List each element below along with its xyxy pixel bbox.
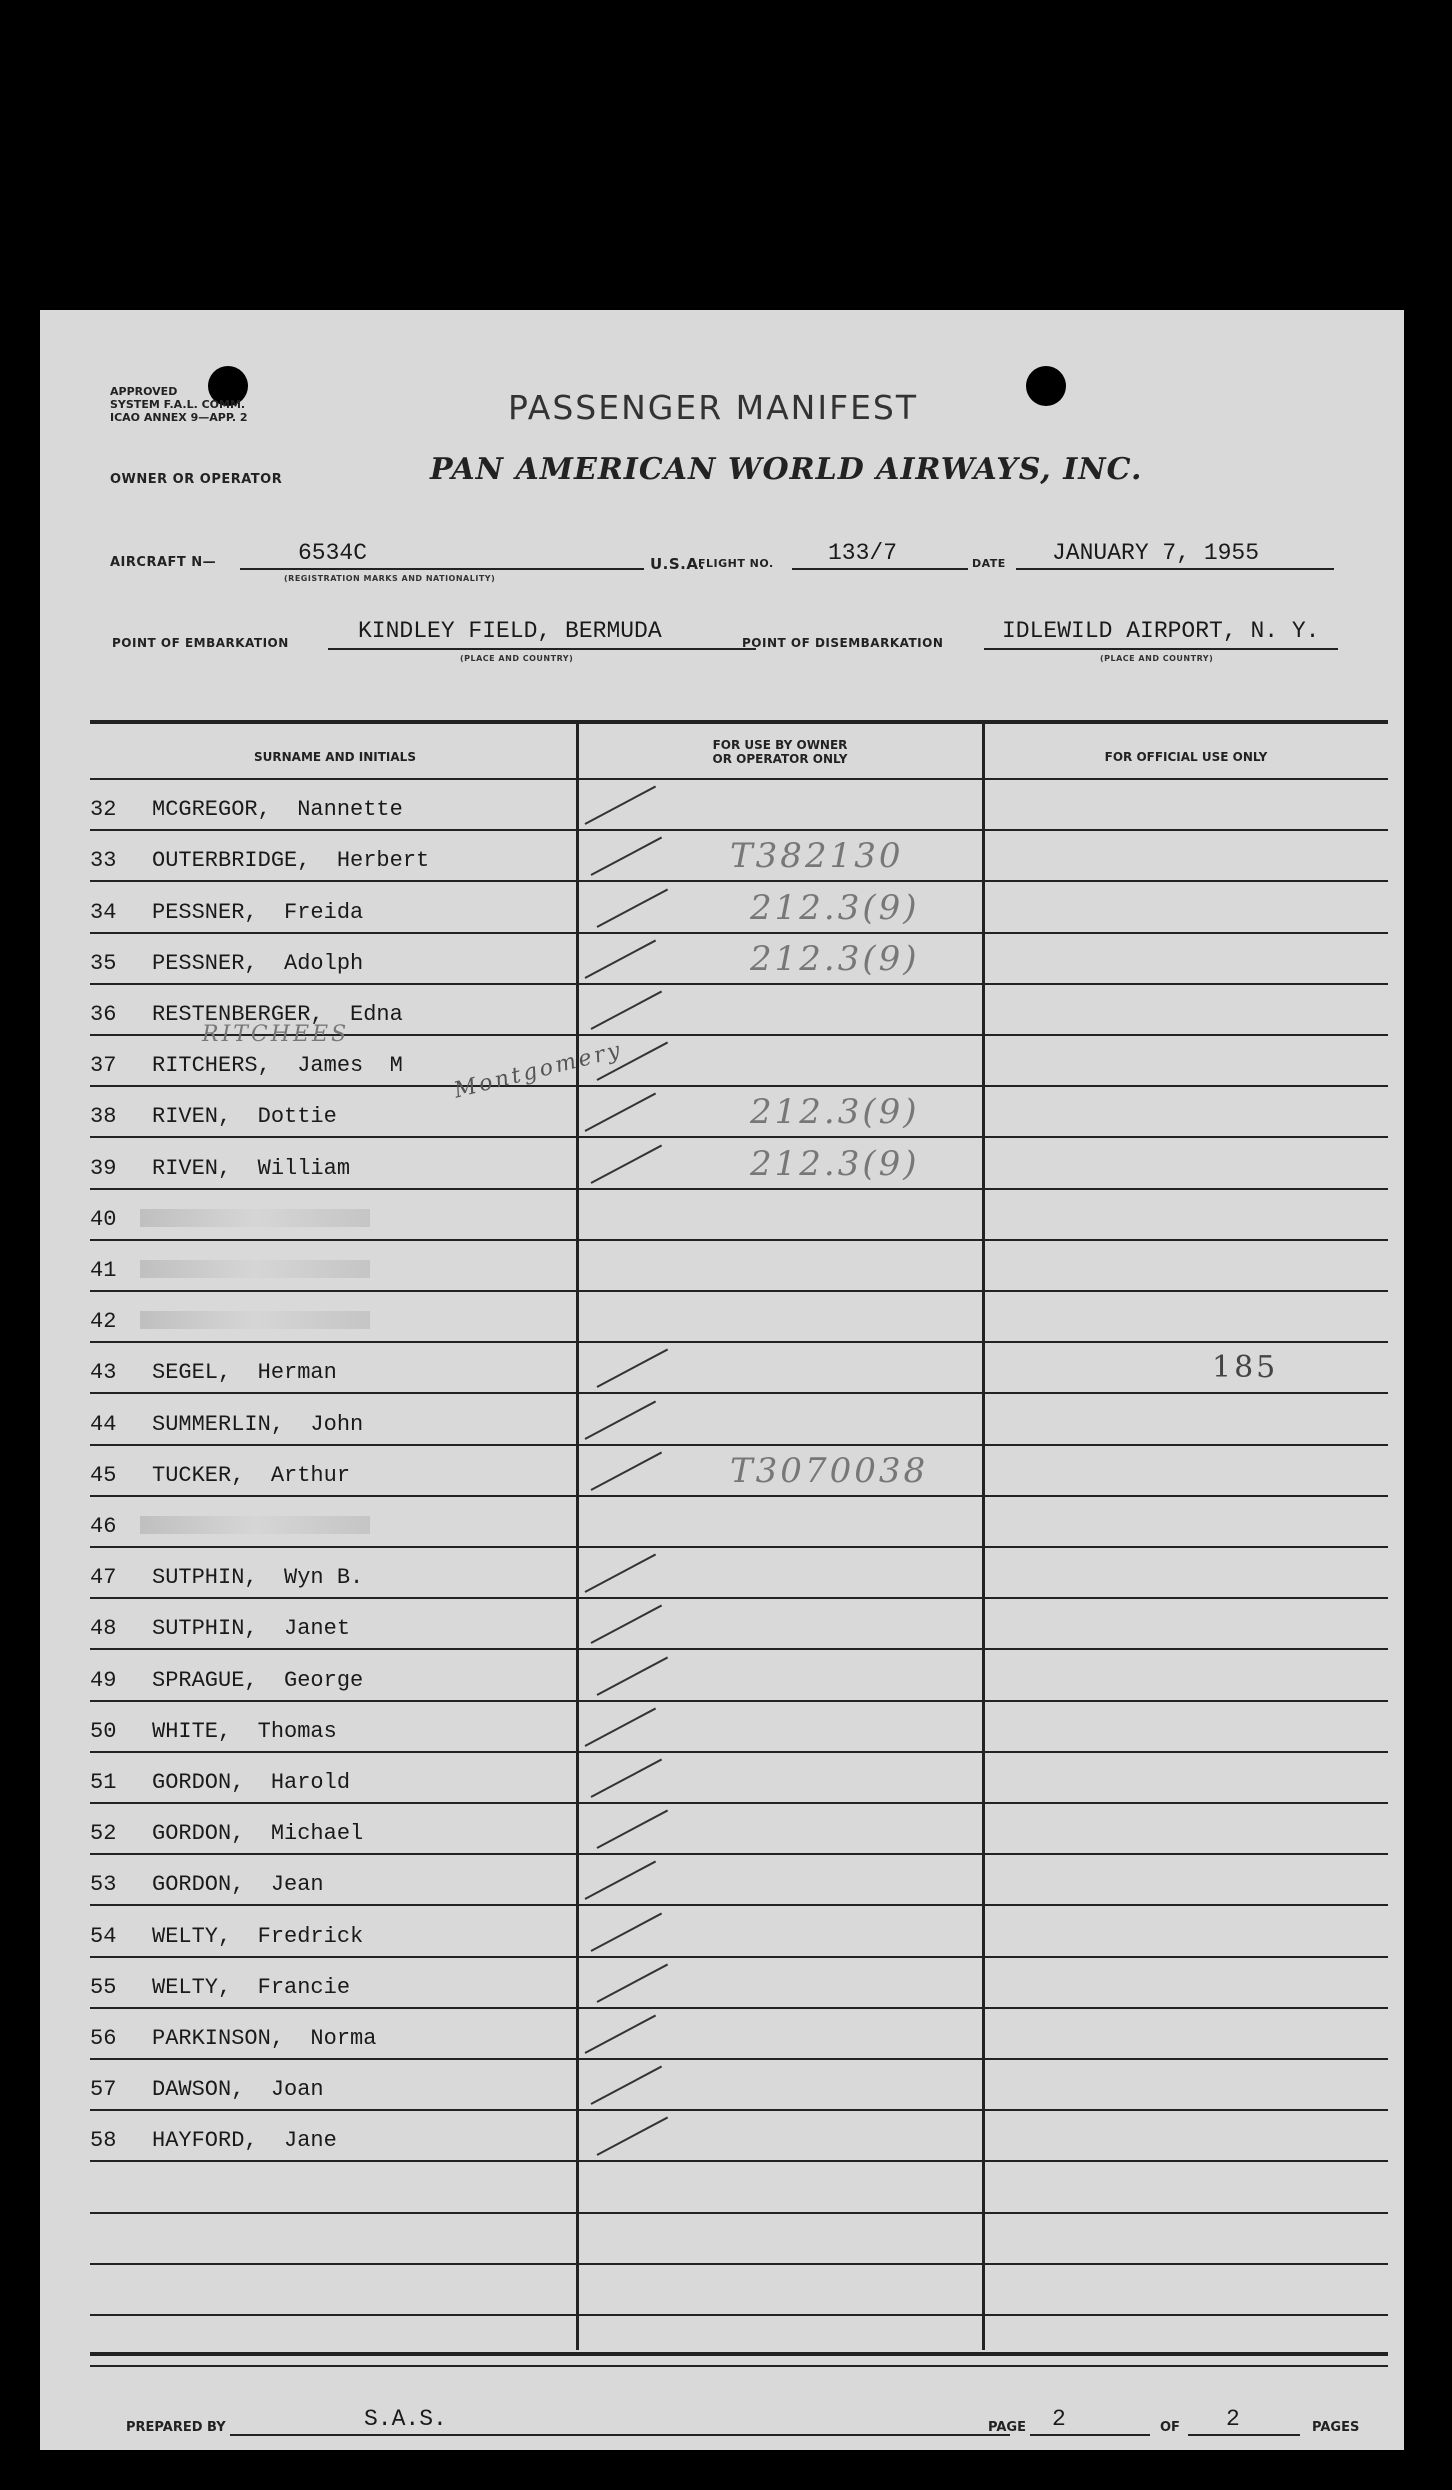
passenger-name: PESSNER, Freida bbox=[152, 899, 364, 925]
row-line bbox=[90, 829, 1388, 831]
row-line bbox=[90, 1085, 1388, 1087]
passenger-name: MCGREGOR, Nannette bbox=[152, 797, 403, 823]
row-line bbox=[90, 2160, 1388, 2162]
prepared-by-label: PREPARED BY bbox=[126, 2420, 226, 2435]
page-label: PAGE bbox=[988, 2420, 1026, 2435]
passenger-name: SEGEL, Herman bbox=[152, 1360, 337, 1386]
row-line bbox=[90, 1597, 1388, 1599]
page-underline bbox=[1030, 2434, 1150, 2436]
flight-label: FLIGHT NO. bbox=[698, 557, 774, 570]
row-line bbox=[90, 1136, 1388, 1138]
passenger-name: GORDON, Michael bbox=[152, 1821, 364, 1847]
row-line bbox=[90, 2058, 1388, 2060]
check-mark bbox=[597, 1349, 669, 1388]
row-number: 37 bbox=[90, 1053, 117, 1079]
owner-use-line-1: FOR USE BY OWNER bbox=[712, 738, 848, 752]
passenger-name: GORDON, Harold bbox=[152, 1770, 351, 1795]
operator-note: T382130 bbox=[730, 836, 904, 877]
check-mark bbox=[585, 1554, 657, 1593]
row-line bbox=[90, 1751, 1388, 1753]
owner-use-line-2: OR OPERATOR ONLY bbox=[712, 752, 848, 766]
check-mark bbox=[591, 1605, 663, 1644]
check-mark bbox=[591, 837, 663, 876]
embarkation-sublabel: (PLACE AND COUNTRY) bbox=[460, 654, 574, 663]
operator-note: 212.3(9) bbox=[750, 1092, 920, 1133]
passenger-name: PESSNER, Adolph bbox=[152, 950, 364, 976]
row-number: 43 bbox=[90, 1360, 117, 1386]
check-mark bbox=[585, 1093, 657, 1132]
row-line bbox=[90, 983, 1388, 985]
empty-row-line bbox=[90, 2263, 1388, 2265]
table-bottom-border bbox=[90, 2352, 1388, 2356]
row-number: 55 bbox=[90, 1974, 117, 2000]
row-line bbox=[90, 1546, 1388, 1548]
check-mark bbox=[597, 1656, 669, 1695]
manifest-sheet bbox=[40, 310, 1404, 2450]
redacted-name bbox=[140, 1260, 370, 1278]
passenger-name: DAWSON, Joan bbox=[152, 2077, 324, 2103]
aircraft-underline bbox=[240, 568, 644, 570]
column-header-surname: SURNAME AND INITIALS bbox=[254, 750, 416, 764]
of-label: OF bbox=[1160, 2420, 1180, 2435]
row-line bbox=[90, 1341, 1388, 1343]
check-mark bbox=[591, 2066, 663, 2105]
row-number: 56 bbox=[90, 2026, 117, 2051]
empty-row-line bbox=[90, 2365, 1388, 2367]
disembarkation-label: POINT OF DISEMBARKATION bbox=[742, 636, 944, 650]
row-number: 34 bbox=[90, 899, 117, 925]
operator-name: PAN AMERICAN WORLD AIRWAYS, INC. bbox=[430, 452, 1143, 487]
row-line bbox=[90, 1904, 1388, 1906]
row-line bbox=[90, 1290, 1388, 1292]
page-title: PASSENGER MANIFEST bbox=[508, 388, 919, 427]
redacted-name bbox=[140, 1311, 370, 1329]
aircraft-label: AIRCRAFT N— bbox=[110, 555, 217, 570]
row-number: 42 bbox=[90, 1309, 117, 1335]
check-mark bbox=[591, 1759, 663, 1798]
column-header-owner-use bbox=[580, 738, 980, 766]
row-number: 47 bbox=[90, 1565, 117, 1591]
operator-note: 212.3(9) bbox=[750, 1143, 920, 1184]
row-number: 49 bbox=[90, 1667, 117, 1693]
prepared-by-underline bbox=[230, 2434, 1010, 2436]
of-value: 2 bbox=[1226, 2406, 1240, 2432]
disembarkation-underline bbox=[984, 648, 1338, 650]
check-mark bbox=[591, 1144, 663, 1183]
row-line bbox=[90, 1392, 1388, 1394]
passenger-name: SUTPHIN, Wyn B. bbox=[152, 1565, 364, 1591]
check-mark bbox=[591, 1912, 663, 1951]
check-mark bbox=[585, 1707, 657, 1746]
passenger-name: RESTENBERGER, Edna bbox=[152, 1002, 403, 1027]
page-value: 2 bbox=[1052, 2406, 1066, 2432]
row-line bbox=[90, 1188, 1388, 1190]
passenger-name: GORDON, Jean bbox=[152, 1872, 324, 1898]
approved-line: SYSTEM F.A.L. COMM. bbox=[110, 398, 246, 411]
owner-label: OWNER OR OPERATOR bbox=[110, 472, 283, 487]
approved-line: ICAO ANNEX 9—APP. 2 bbox=[110, 411, 248, 424]
row-line bbox=[90, 1956, 1388, 1958]
date-underline bbox=[1016, 568, 1334, 570]
check-mark bbox=[597, 2117, 669, 2156]
operator-note: 212.3(9) bbox=[750, 887, 920, 928]
row-line bbox=[90, 2007, 1388, 2009]
row-number: 35 bbox=[90, 950, 117, 976]
row-number: 50 bbox=[90, 1718, 117, 1744]
row-number: 51 bbox=[90, 1770, 117, 1795]
passenger-name: PARKINSON, Norma bbox=[152, 2026, 377, 2051]
empty-row-line bbox=[90, 2314, 1388, 2316]
row-number: 44 bbox=[90, 1411, 117, 1437]
redacted-name bbox=[140, 1516, 370, 1534]
embarkation-underline bbox=[328, 648, 756, 650]
passenger-name: SUMMERLIN, John bbox=[152, 1411, 364, 1437]
row-number: 57 bbox=[90, 2077, 117, 2103]
row-number: 54 bbox=[90, 1923, 117, 1949]
aircraft-value: 6534C bbox=[298, 540, 368, 566]
disembarkation-value: IDLEWILD AIRPORT, N. Y. bbox=[1002, 618, 1320, 644]
approval-stamp bbox=[110, 385, 248, 424]
operator-note: T3070038 bbox=[730, 1450, 929, 1491]
column-divider-2 bbox=[982, 722, 985, 2350]
row-number: 48 bbox=[90, 1616, 117, 1642]
row-line bbox=[90, 1648, 1388, 1650]
row-number: 52 bbox=[90, 1821, 117, 1847]
table-header-bottom bbox=[90, 778, 1388, 780]
date-label: DATE bbox=[972, 557, 1006, 570]
punch-hole-right bbox=[1026, 366, 1066, 406]
check-mark bbox=[585, 786, 657, 825]
row-line bbox=[90, 1444, 1388, 1446]
row-number: 40 bbox=[90, 1206, 117, 1232]
row-number: 53 bbox=[90, 1872, 117, 1898]
flight-underline bbox=[792, 568, 968, 570]
row-number: 33 bbox=[90, 848, 117, 874]
passenger-name: WELTY, Fredrick bbox=[152, 1923, 364, 1949]
row-number: 58 bbox=[90, 2128, 117, 2154]
column-header-official: FOR OFFICIAL USE ONLY bbox=[1104, 750, 1268, 764]
check-mark bbox=[585, 1400, 657, 1439]
row-number: 39 bbox=[90, 1155, 117, 1181]
passenger-name: RITCHERS, James M bbox=[152, 1053, 403, 1079]
passenger-name: WELTY, Francie bbox=[152, 1974, 351, 2000]
check-mark bbox=[597, 1810, 669, 1849]
usa-label: U.S.A. bbox=[650, 555, 705, 573]
table-top-border bbox=[90, 720, 1388, 724]
of-underline bbox=[1188, 2434, 1300, 2436]
passenger-name: RIVEN, Dottie bbox=[152, 1104, 337, 1130]
check-mark bbox=[591, 1451, 663, 1490]
prepared-by-value: S.A.S. bbox=[364, 2406, 447, 2432]
row-number: 38 bbox=[90, 1104, 117, 1130]
row-line bbox=[90, 1239, 1388, 1241]
disembarkation-sublabel: (PLACE AND COUNTRY) bbox=[1100, 654, 1214, 663]
row-number: 41 bbox=[90, 1258, 117, 1283]
row-number: 32 bbox=[90, 797, 117, 823]
row-line bbox=[90, 1853, 1388, 1855]
redacted-name bbox=[140, 1209, 370, 1227]
check-mark bbox=[597, 1963, 669, 2002]
row-number: 45 bbox=[90, 1462, 117, 1488]
annotation-ritchees: RITCHEES bbox=[202, 1022, 350, 1047]
pages-label: PAGES bbox=[1312, 2420, 1360, 2435]
check-mark bbox=[585, 2015, 657, 2054]
passenger-name: WHITE, Thomas bbox=[152, 1718, 337, 1744]
embarkation-value: KINDLEY FIELD, BERMUDA bbox=[358, 618, 662, 644]
official-note-185: 185 bbox=[1212, 1350, 1279, 1385]
date-value: JANUARY 7, 1955 bbox=[1052, 540, 1260, 566]
check-mark bbox=[585, 1861, 657, 1900]
check-mark bbox=[591, 991, 663, 1030]
flight-value: 133/7 bbox=[828, 540, 898, 566]
check-mark bbox=[597, 888, 669, 927]
annotation-montgomery: Montgomery bbox=[451, 1037, 626, 1104]
approved-line: APPROVED bbox=[110, 385, 178, 398]
row-line bbox=[90, 932, 1388, 934]
passenger-name: TUCKER, Arthur bbox=[152, 1462, 351, 1488]
row-line bbox=[90, 880, 1388, 882]
empty-row-line bbox=[90, 2212, 1388, 2214]
passenger-name: SPRAGUE, George bbox=[152, 1667, 364, 1693]
operator-note: 212.3(9) bbox=[750, 938, 920, 979]
row-line bbox=[90, 1802, 1388, 1804]
row-line bbox=[90, 1495, 1388, 1497]
row-line bbox=[90, 2109, 1388, 2111]
check-mark bbox=[585, 939, 657, 978]
aircraft-sublabel: (REGISTRATION MARKS AND NATIONALITY) bbox=[284, 574, 496, 583]
embarkation-label: POINT OF EMBARKATION bbox=[112, 636, 289, 650]
row-line bbox=[90, 1700, 1388, 1702]
row-number: 36 bbox=[90, 1002, 117, 1027]
column-divider-1 bbox=[576, 722, 579, 2350]
passenger-name: HAYFORD, Jane bbox=[152, 2128, 337, 2154]
passenger-name: RIVEN, William bbox=[152, 1155, 351, 1181]
row-number: 46 bbox=[90, 1514, 117, 1539]
passenger-name: SUTPHIN, Janet bbox=[152, 1616, 351, 1642]
passenger-name: OUTERBRIDGE, Herbert bbox=[152, 848, 430, 874]
